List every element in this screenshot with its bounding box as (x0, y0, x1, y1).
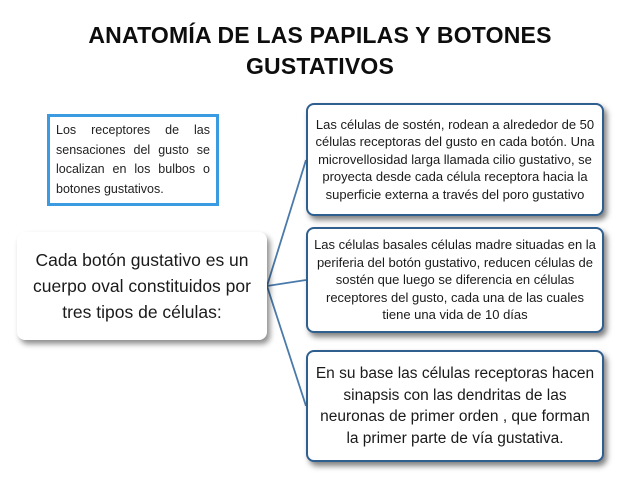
branch-node-3-text: En su base las células receptoras hacen sinapsis con las dendritas de las neuronas de primer orden , que forman la primer parte de vía gustativa. (315, 365, 595, 447)
root-node (17, 232, 267, 340)
connector-to-branch-1 (267, 160, 306, 286)
branch-node-1 (306, 103, 604, 216)
connector-to-branch-3 (267, 286, 306, 406)
page-title: ANATOMÍA DE LAS PAPILAS Y BOTONES GUSTATIVOS (88, 22, 552, 79)
branch-node-2-text: Las células basales células madre situadas en la periferia del botón gustativo, reducen células de sostén que luego se diferencia en células receptores del gusto, cada una de las cuales tiene una vida de 10 días (314, 237, 596, 323)
connector-to-branch-2 (267, 280, 306, 286)
branch-node-2 (306, 227, 604, 333)
intro-note: Los receptores de las sensaciones del gusto se localizan en los bulbos o botones gustativos. (47, 114, 219, 206)
branch-node-3 (306, 350, 604, 462)
root-node-text: Cada botón gustativo es un cuerpo oval constituidos por tres tipos de células: (33, 250, 251, 322)
branch-node-1-text: Las células de sostén, rodean a alrededor de 50 células receptoras del gusto en cada botón. Una microvellosidad larga llamada cilio gustativo, se proyecta desde cada célula receptora hacia la superficie externa a través del poro gustativo (315, 116, 595, 202)
